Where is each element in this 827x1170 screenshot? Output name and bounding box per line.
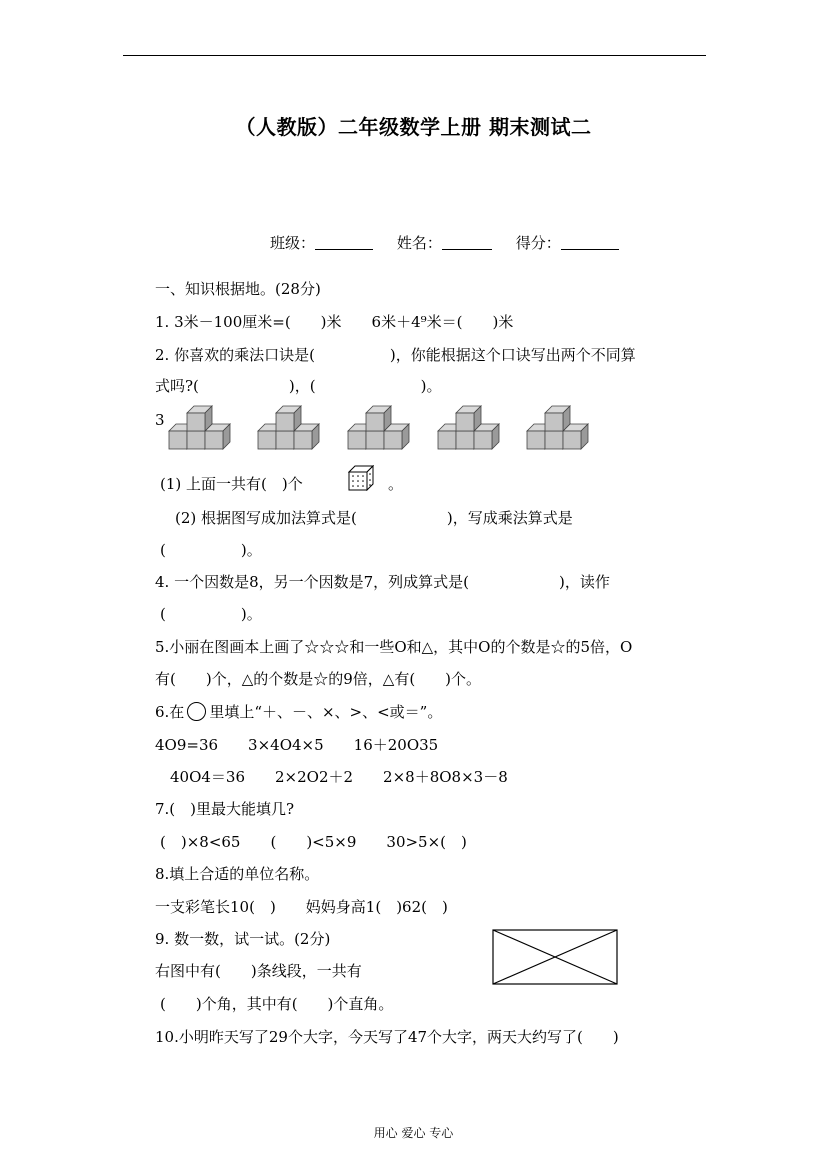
question-8: 8.填上合适的单位名称。 [155,865,320,883]
question-7: 7.( )里最大能填几? [155,800,295,818]
question-1: 1. 3米－100厘米=( )米 6米＋4⁹米＝( )米 [155,313,514,331]
question-8-row: 一支彩笔长10( ) 妈妈身高1( )62( ) [155,898,448,916]
question-6-row-2: 40O4＝36 2×2O2＋2 2×8＋8O8×3－8 [155,768,508,786]
question-2-line-2: 式吗?( )，( )。 [155,377,442,395]
cube-group-3 [348,406,409,449]
question-3-number: 3 [155,411,165,429]
question-6-text: 里填上“＋、－、×、>、<或＝”。 [209,703,443,721]
name-label: 姓名： [396,234,442,252]
dotted-cube-icon [348,465,374,491]
question-9-row-2: ( )个角，其中有( )个直角。 [160,995,394,1013]
line-segment-figure [492,929,618,985]
question-3-2-line-1: (2) 根据图写成加法算式是( )，写成乘法算式是 [160,509,573,527]
question-6-row-1: 4O9=36 3×4O4×5 16＋20O35 [155,736,439,754]
name-blank[interactable] [442,235,492,250]
question-6 [155,702,442,722]
cube-group-4 [438,406,499,449]
page-footer: 用心 爱心 专心 [373,1126,454,1140]
cube-group-2 [258,406,319,449]
question-6-prefix: 6.在 [155,703,185,721]
question-4-line-2: ( )。 [160,605,262,623]
question-7-row: ( )×8<65 ( )<5×9 30>5×( ) [160,833,467,851]
page-title: （人教版）二年级数学上册 期末测试二 [235,115,592,139]
class-label: 班级： [270,234,316,252]
class-blank[interactable] [315,235,373,250]
cube-group-1 [169,406,230,449]
question-3-2-line-2: ( )。 [160,541,262,559]
question-5-line-1: 5.小丽在图画本上画了☆☆☆和一些O和△，其中O的个数是☆的5倍，O [155,638,633,656]
cube-figures [165,402,595,454]
question-4-line-1: 4. 一个因数是8，另一个因数是7，列成算式是( )，读作 [155,573,610,591]
header-rule [123,55,706,56]
question-5-line-2: 有( )个，△的个数是☆的9倍，△有( )个。 [155,670,482,688]
section-heading: 一、知识根据地。(28分) [155,280,321,298]
question-10: 10.小明昨天写了29个大字，今天写了47个大字，两天大约写了( ) [155,1028,619,1046]
question-3-1-end: 。 [388,475,404,493]
circle-icon [187,702,206,721]
student-info [270,232,619,253]
question-9: 9. 数一数，试一试。(2分) [155,930,331,948]
cube-group-5 [527,406,588,449]
question-9-row-1: 右图中有( )条线段，一共有 [155,962,362,980]
score-label: 得分： [515,234,561,252]
question-3-1-text: (1) 上面一共有( )个 [160,475,303,493]
score-blank[interactable] [561,235,619,250]
question-2-line-1: 2. 你喜欢的乘法口诀是( )，你能根据这个口诀写出两个不同算 [155,346,636,364]
